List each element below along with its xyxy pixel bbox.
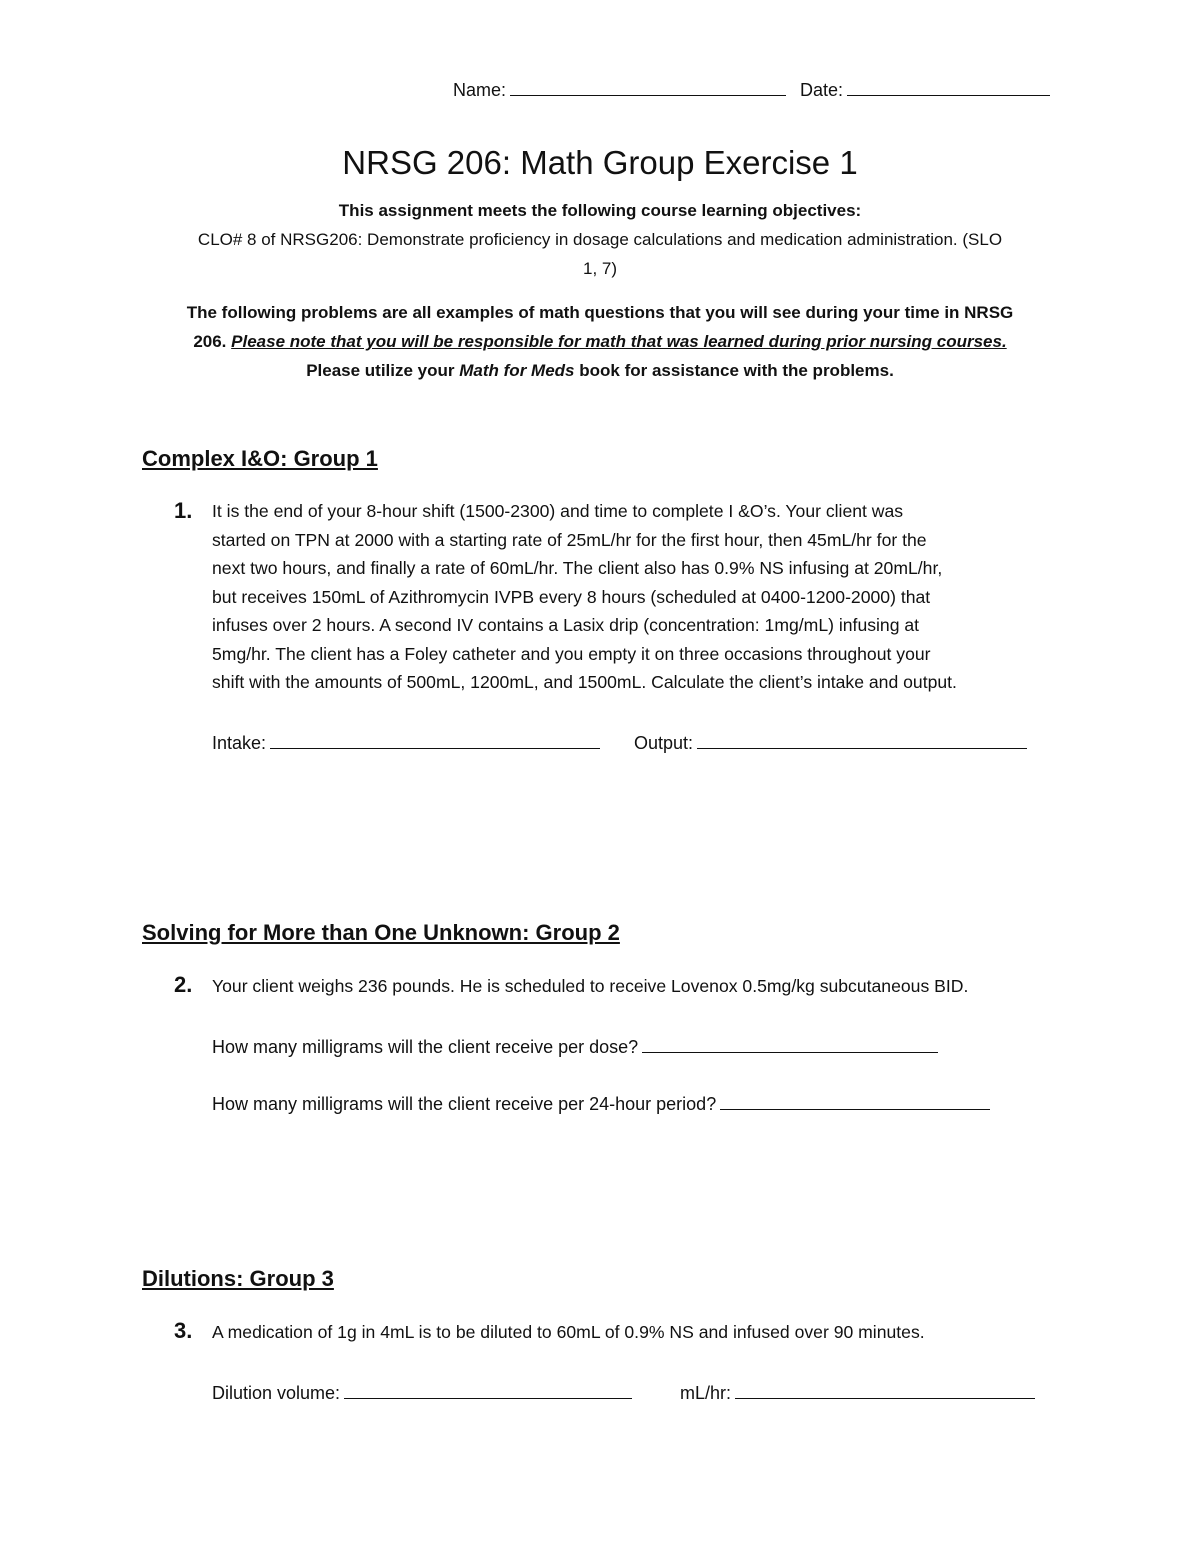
question-1-line: but receives 150mL of Azithromycin IVPB every 8 hours (scheduled at 0400-1200-2000) that [212,586,931,607]
clo-line-2: 1, 7) [582,259,618,278]
per-24h-blank[interactable] [720,1090,990,1110]
intro-line-3-b: book for assistance with the problems. [579,361,894,380]
question-number-2: 2. [174,972,193,997]
section-heading-group-2: Solving for More than One Unknown: Group 2 [142,920,620,945]
intro-line-3-a: Please utilize your [306,361,455,380]
output-field[interactable] [634,729,1027,754]
intro-line-2 [140,327,1060,356]
per-24h-question: How many milligrams will the client receive per 24-hour period? [212,1094,717,1114]
section-heading-group-3: Dilutions: Group 3 [142,1266,334,1291]
intro-line-1: The following problems are all examples of math questions that you will see during your time in NRSG [186,303,1014,322]
responsibility-note: Please note that you will be responsible for math that was learned during prior nursing courses. [231,332,1007,351]
date-blank[interactable] [847,76,1050,96]
page-title: NRSG 206: Math Group Exercise 1 [342,144,858,181]
name-field[interactable] [453,76,786,101]
question-number-1: 1. [174,498,193,523]
question-2-text: Your client weighs 236 pounds. He is scheduled to receive Lovenox 0.5mg/kg subcutaneous BID. [212,976,969,996]
question-1-line: started on TPN at 2000 with a starting rate of 25mL/hr for the first hour, then 45mL/hr for the [212,529,927,550]
objectives-block [140,196,1060,283]
output-label: Output: [634,733,694,753]
question-1-line: It is the end of your 8-hour shift (1500-2300) and time to complete I &O’s. Your client was [212,501,904,521]
intake-label: Intake: [212,733,267,753]
dilution-volume-field[interactable] [212,1379,632,1404]
per-dose-field[interactable] [212,1033,938,1058]
book-title: Math for Meds [459,361,575,380]
intro-line-2-start: 206. [193,332,227,351]
intro-line-3 [140,356,1060,385]
objectives-heading: This assignment meets the following course learning objectives: [338,201,862,220]
name-label: Name: [453,80,507,100]
intake-field[interactable] [212,729,600,754]
question-number-3: 3. [174,1318,193,1343]
per-dose-blank[interactable] [642,1033,938,1053]
date-field[interactable] [800,76,1050,101]
intake-blank[interactable] [270,729,600,749]
question-1-line: shift with the amounts of 500mL, 1200mL, and 1500mL. Calculate the client’s intake and output. [212,672,957,692]
question-1-line: next two hours, and finally a rate of 60mL/hr. The client also has 0.9% NS infusing at 20mL/hr, [212,558,943,578]
ml-per-hr-blank[interactable] [735,1379,1035,1399]
ml-per-hr-label: mL/hr: [680,1383,732,1403]
section-heading-group-1: Complex I&O: Group 1 [142,446,378,471]
dilution-volume-label: Dilution volume: [212,1383,341,1403]
ml-per-hr-field[interactable] [680,1379,1035,1404]
question-3-text: A medication of 1g in 4mL is to be diluted to 60mL of 0.9% NS and infused over 90 minutes. [212,1322,925,1342]
clo-line-1: CLO# 8 of NRSG206: Demonstrate proficiency in dosage calculations and medication administration. (SLO [197,230,1003,249]
question-1-line: infuses over 2 hours. A second IV contains a Lasix drip (concentration: 1mg/mL) infusing at [212,615,920,635]
output-blank[interactable] [697,729,1027,749]
question-1-line: 5mg/hr. The client has a Foley catheter and you empty it on three occasions throughout your [212,643,931,664]
date-label: Date: [800,80,844,100]
name-blank[interactable] [510,76,786,96]
per-24h-field[interactable] [212,1090,990,1115]
intro-block [140,298,1060,385]
per-dose-question: How many milligrams will the client receive per dose? [212,1037,639,1057]
question-1-text [212,497,957,697]
dilution-volume-blank[interactable] [344,1379,632,1399]
